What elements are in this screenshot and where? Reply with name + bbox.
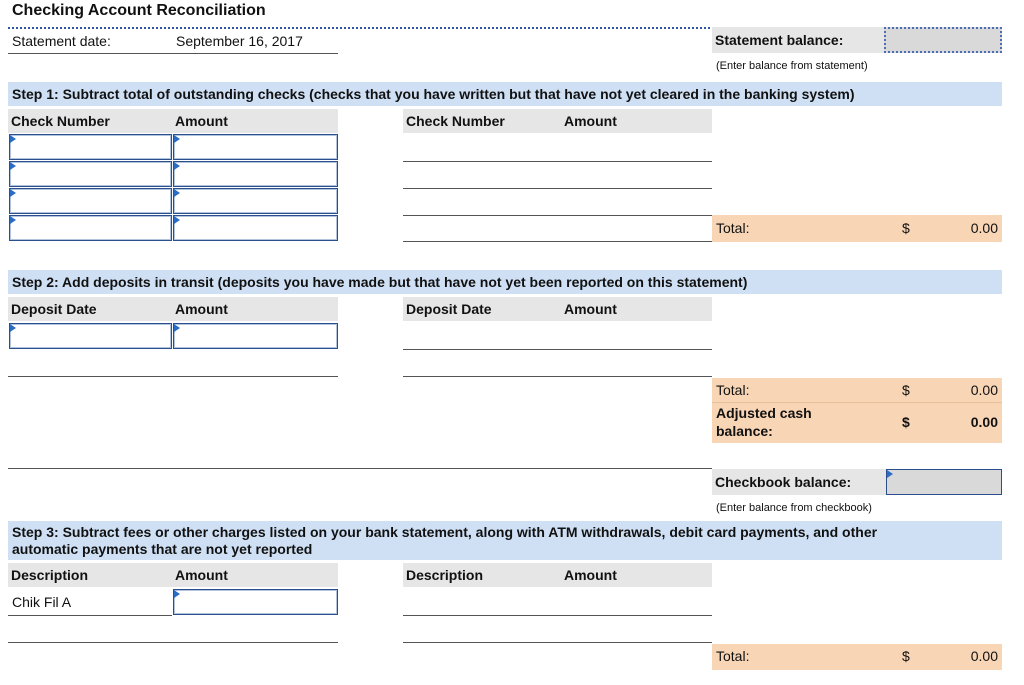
adjusted-cash-label-line1: Adjusted cash xyxy=(716,405,812,421)
adjusted-cash-value: 0.00 xyxy=(970,414,998,430)
page-title: Checking Account Reconciliation xyxy=(12,2,266,19)
adjusted-cash-currency: $ xyxy=(902,414,910,430)
step3-total-value: 0.00 xyxy=(970,648,998,664)
step2-total-currency: $ xyxy=(902,382,910,398)
step1-right-row-1 xyxy=(403,161,712,162)
check-amount-input-3[interactable] xyxy=(173,188,338,214)
step2-col-amount: Amount xyxy=(172,297,338,321)
check-amount-input-2[interactable] xyxy=(173,161,338,187)
step3-row1-description: Chik Fil A xyxy=(12,594,72,610)
step1-total-label: Total: xyxy=(716,220,750,236)
step3-total-currency: $ xyxy=(902,648,910,664)
check-number-input-2[interactable] xyxy=(9,161,172,187)
statement-date-label: Statement date: xyxy=(12,33,111,49)
step1-total-value: 0.00 xyxy=(970,220,998,236)
step2-total-value: 0.00 xyxy=(970,382,998,398)
statement-balance-input[interactable] xyxy=(884,27,1002,53)
check-number-input-4[interactable] xyxy=(9,215,172,241)
step3-col-amount-2: Amount xyxy=(561,563,712,587)
mid-divider xyxy=(8,468,712,469)
step1-total-currency: $ xyxy=(902,220,910,236)
step3-heading-line1: Step 3: Subtract fees or other charges listed on your bank statement, along with ATM withdrawals, debit card payments, and other xyxy=(12,524,878,540)
step2-col-deposit-date-2: Deposit Date xyxy=(403,297,561,321)
check-number-input-1[interactable] xyxy=(9,134,172,160)
step3-total-label: Total: xyxy=(716,648,750,664)
step2-right-row-2 xyxy=(403,376,712,377)
fee-amount-input-1[interactable] xyxy=(173,589,338,615)
input-marker-icon xyxy=(887,470,893,478)
step1-right-row-3 xyxy=(403,215,712,216)
check-amount-input-1[interactable] xyxy=(173,134,338,160)
step3-col-description-2: Description xyxy=(403,563,561,587)
statement-balance-hint: (Enter balance from statement) xyxy=(716,60,868,72)
step2-col-deposit-date: Deposit Date xyxy=(8,297,172,321)
checkbook-balance-label: Checkbook balance: xyxy=(712,469,886,495)
step1-heading: Step 1: Subtract total of outstanding checks (checks that you have written but that have not yet cleared in the banking system) xyxy=(8,82,1002,106)
step2-col-amount-2: Amount xyxy=(561,297,712,321)
step3-heading xyxy=(8,521,1002,560)
step1-col-amount-2: Amount xyxy=(561,109,712,133)
step2-totals-divider xyxy=(712,402,1002,403)
deposit-date-input-1[interactable] xyxy=(9,323,172,349)
check-number-input-3[interactable] xyxy=(9,188,172,214)
step1-right-row-4 xyxy=(403,241,712,242)
step2-heading: Step 2: Add deposits in transit (deposits you have made but that have not yet been reported on this statement) xyxy=(8,270,1002,294)
check-amount-input-4[interactable] xyxy=(173,215,338,241)
step3-heading-line2: automatic payments that are not yet reported xyxy=(12,541,313,557)
step2-right-row-1 xyxy=(403,349,712,350)
step2-left-row-2 xyxy=(8,376,338,377)
step3-left-row-2 xyxy=(8,642,338,643)
step3-left-row-1 xyxy=(8,615,172,616)
statement-balance-label: Statement balance: xyxy=(712,27,884,53)
step2-total-label: Total: xyxy=(716,382,750,398)
checkbook-balance-hint: (Enter balance from checkbook) xyxy=(716,502,872,514)
statement-date-value: September 16, 2017 xyxy=(176,33,303,49)
checkbook-balance-input[interactable] xyxy=(886,469,1002,495)
step3-col-description: Description xyxy=(8,563,172,587)
step1-col-amount: Amount xyxy=(172,109,338,133)
step3-col-amount: Amount xyxy=(172,563,338,587)
step1-col-check-number-2: Check Number xyxy=(403,109,561,133)
deposit-amount-input-1[interactable] xyxy=(173,323,338,349)
step3-right-row-2 xyxy=(403,642,712,643)
step3-right-row-1 xyxy=(403,615,712,616)
statement-date-underline xyxy=(8,53,338,54)
step1-col-check-number: Check Number xyxy=(8,109,172,133)
adjusted-cash-label-line2: balance: xyxy=(716,423,773,439)
step1-right-row-2 xyxy=(403,188,712,189)
